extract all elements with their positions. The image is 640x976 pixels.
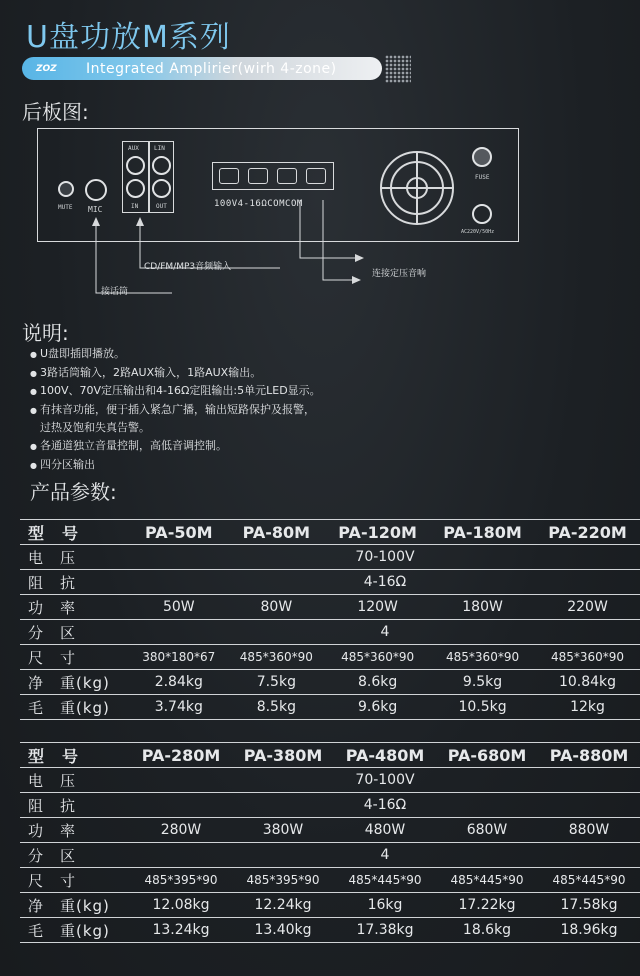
table-cell: 17.22kg <box>436 893 538 918</box>
table-row <box>20 918 640 943</box>
table-cell: 485*445*90 <box>538 868 640 893</box>
table-row <box>20 645 640 670</box>
table-cell: 8.6kg <box>325 670 430 695</box>
row-label: 毛 重(kg) <box>20 918 130 943</box>
rear-panel-heading: 后板图: <box>22 100 89 124</box>
table-row <box>20 570 640 595</box>
table-row <box>20 743 640 768</box>
table-cell: 480W <box>334 818 436 843</box>
table-cell: 485*360*90 <box>430 645 535 670</box>
callout-speaker: 连接定压音响 <box>372 269 427 279</box>
table-cell: 280W <box>130 818 232 843</box>
table-cell: 7.5kg <box>228 670 326 695</box>
mic-label: MIC <box>88 205 103 214</box>
table-cell: 18.6kg <box>436 918 538 943</box>
callout-lines <box>0 0 640 330</box>
table-cell: 4-16Ω <box>130 570 640 595</box>
params-heading: 产品参数: <box>30 480 117 504</box>
banner-subtitle: Integrated Amplirier(wirh 4-zone) <box>86 60 337 77</box>
table-cell: 9.5kg <box>430 670 535 695</box>
brand-logo: ZOZ <box>36 63 57 74</box>
table-cell: PA-680M <box>436 743 538 768</box>
aux-label: AUX <box>128 145 139 152</box>
spec-table-2 <box>20 742 640 943</box>
row-label: 净 重(kg) <box>20 670 130 695</box>
lin-label: LIN <box>154 145 165 152</box>
table-cell: 485*445*90 <box>334 868 436 893</box>
table-cell: 9.6kg <box>325 695 430 720</box>
row-label: 分 区 <box>20 843 130 868</box>
description-heading: 说明: <box>22 321 69 345</box>
table-cell: 680W <box>436 818 538 843</box>
terminals-label: 100V4-16ΩCOMCOM <box>214 199 303 209</box>
table-cell: 2.84kg <box>130 670 228 695</box>
table-row <box>20 868 640 893</box>
table-cell: 10.5kg <box>430 695 535 720</box>
row-label: 电 压 <box>20 545 130 570</box>
table-cell: 70-100V <box>130 768 640 793</box>
table-cell: PA-180M <box>430 520 535 545</box>
table-row <box>20 893 640 918</box>
row-label: 功 率 <box>20 818 130 843</box>
list-item: ● 100V、70V定压输出和4-16Ω定阻输出:5单元LED显示。 <box>30 384 321 398</box>
table-cell: 4-16Ω <box>130 793 640 818</box>
table-cell: 485*360*90 <box>535 645 640 670</box>
table-cell: 180W <box>430 595 535 620</box>
table-row <box>20 595 640 620</box>
table-cell: 18.96kg <box>538 918 640 943</box>
list-item: ● 3路话筒输入，2路AUX输入，1路AUX输出。 <box>30 365 262 379</box>
row-label: 尺 寸 <box>20 645 130 670</box>
table-cell: PA-480M <box>334 743 436 768</box>
table-cell: PA-80M <box>228 520 326 545</box>
callout-mic: 接话筒 <box>101 287 129 297</box>
list-item: ● 四分区输出 <box>30 457 95 471</box>
table-row <box>20 545 640 570</box>
row-label: 阻 抗 <box>20 793 130 818</box>
table-cell: PA-50M <box>130 520 228 545</box>
table-cell: 4 <box>130 843 640 868</box>
list-item: ● 有抹音功能，便于插入紧急广播，输出短路保护及报警， <box>30 402 315 416</box>
table-cell: 80W <box>228 595 326 620</box>
table-cell: 380*180*67 <box>130 645 228 670</box>
spec-table-1 <box>20 519 640 720</box>
table-cell: 120W <box>325 595 430 620</box>
description-list <box>30 345 321 474</box>
table-row <box>20 818 640 843</box>
row-label: 净 重(kg) <box>20 893 130 918</box>
list-item: ● 各通道独立音量控制，高低音调控制。 <box>30 438 227 452</box>
table-cell: PA-120M <box>325 520 430 545</box>
table-cell: 485*360*90 <box>325 645 430 670</box>
table-cell: 17.58kg <box>538 893 640 918</box>
table-cell: 12kg <box>535 695 640 720</box>
fuse-label: FUSE <box>475 174 490 181</box>
page-title: U盘功放M系列 <box>26 20 231 55</box>
table-cell: 485*395*90 <box>130 868 232 893</box>
table-cell: 16kg <box>334 893 436 918</box>
list-item: ● U盘即插即播放。 <box>30 347 126 360</box>
table-cell: 880W <box>538 818 640 843</box>
row-label: 分 区 <box>20 620 130 645</box>
table-cell: 220W <box>535 595 640 620</box>
row-label: 尺 寸 <box>20 868 130 893</box>
table-row <box>20 695 640 720</box>
table-cell: PA-880M <box>538 743 640 768</box>
table-cell: 3.74kg <box>130 695 228 720</box>
table-row <box>20 620 640 645</box>
table-cell: 13.40kg <box>232 918 334 943</box>
table-cell: 13.24kg <box>130 918 232 943</box>
table-cell: 8.5kg <box>228 695 326 720</box>
row-label: 型 号 <box>20 520 130 545</box>
table-row <box>20 793 640 818</box>
out-label: OUT <box>156 203 167 210</box>
table-cell: 50W <box>130 595 228 620</box>
table-cell: 17.38kg <box>334 918 436 943</box>
table-cell: PA-220M <box>535 520 640 545</box>
callout-cd-input: CD/FM/MP3音频输入 <box>144 262 232 272</box>
table-cell: PA-380M <box>232 743 334 768</box>
power-label: AC220V/50Hz <box>461 229 495 235</box>
table-cell: 4 <box>130 620 640 645</box>
table-row <box>20 670 640 695</box>
table-cell: 380W <box>232 818 334 843</box>
table-row <box>20 520 640 545</box>
row-label: 型 号 <box>20 743 130 768</box>
in-label: IN <box>131 203 139 210</box>
table-cell: 70-100V <box>130 545 640 570</box>
row-label: 功 率 <box>20 595 130 620</box>
row-label: 阻 抗 <box>20 570 130 595</box>
table-row <box>20 768 640 793</box>
list-item: 过热及饱和失真告警。 <box>40 421 150 435</box>
table-cell: 10.84kg <box>535 670 640 695</box>
row-label: 毛 重(kg) <box>20 695 130 720</box>
table-cell: 12.08kg <box>130 893 232 918</box>
row-label: 电 压 <box>20 768 130 793</box>
mute-label: MUTE <box>58 204 73 211</box>
table-cell: 485*445*90 <box>436 868 538 893</box>
table-cell: 485*395*90 <box>232 868 334 893</box>
table-cell: 12.24kg <box>232 893 334 918</box>
table-cell: PA-280M <box>130 743 232 768</box>
table-cell: 485*360*90 <box>228 645 326 670</box>
table-row <box>20 843 640 868</box>
